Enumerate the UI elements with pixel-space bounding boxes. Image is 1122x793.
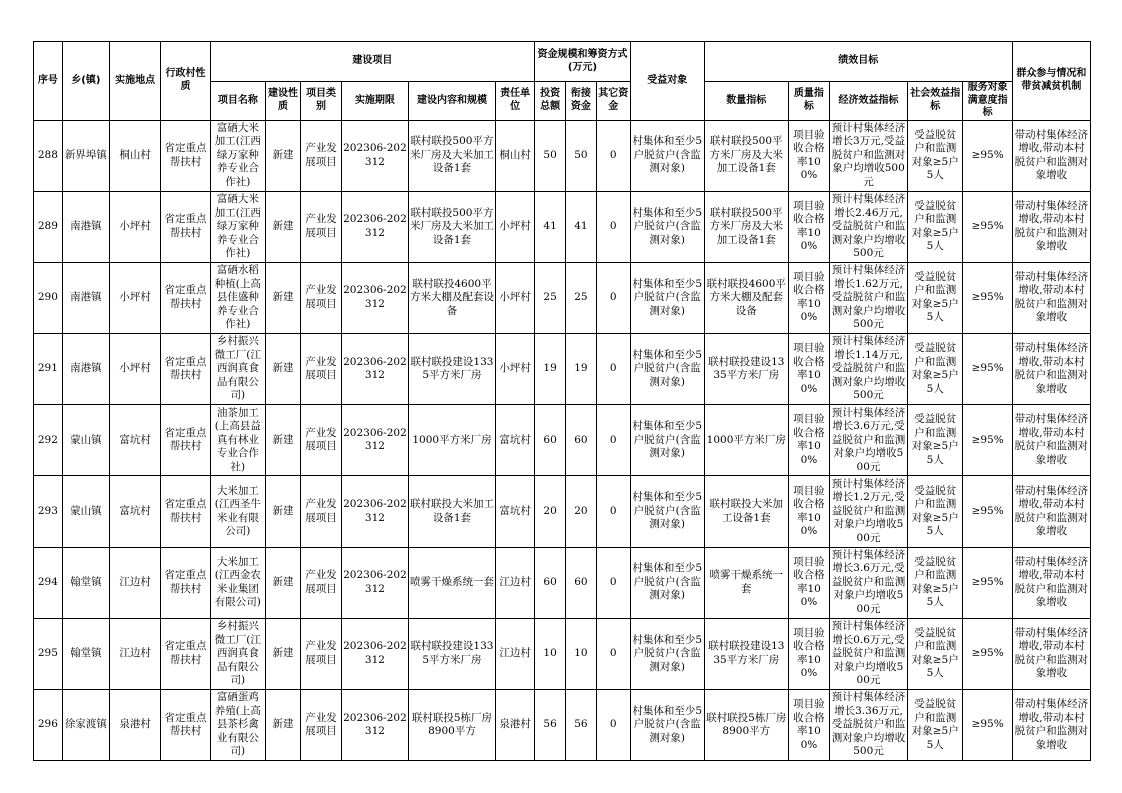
cell-mechanism: 带动村集体经济增收,带动本村脱贫户和监测对象增收 <box>1012 334 1090 405</box>
cell-satisfaction: ≥95% <box>963 618 1012 689</box>
cell-linked-funds: 60 <box>566 547 597 618</box>
cell-seq: 288 <box>34 120 63 191</box>
cell-category: 产业发展项目 <box>300 262 341 333</box>
header-social: 社会效益指标 <box>908 82 963 121</box>
cell-quality: 项目验收合格率100% <box>788 120 829 191</box>
cell-town: 南港镇 <box>62 191 109 262</box>
cell-build-nature: 新建 <box>266 547 301 618</box>
cell-responsible: 桐山村 <box>496 120 535 191</box>
cell-total-invest: 60 <box>535 405 566 476</box>
cell-satisfaction: ≥95% <box>963 120 1012 191</box>
cell-responsible: 小坪村 <box>496 262 535 333</box>
cell-project-name: 富硒大米加工(江西绿万家种养专业合作社) <box>210 191 265 262</box>
cell-other-funds: 0 <box>596 120 630 191</box>
cell-mechanism: 带动村集体经济增收,带动本村脱贫户和监测对象增收 <box>1012 547 1090 618</box>
cell-content: 联村联投5栋厂房8900平方 <box>408 690 495 761</box>
cell-economic: 预计村集体经济增长3.36万元,受益脱贫户和监测对象户均增收500元 <box>829 690 907 761</box>
cell-beneficiary: 村集体和至少5户脱贫户(含监测对象) <box>630 191 704 262</box>
cell-economic: 预计村集体经济增长1.2万元,受益脱贫户和监测对象户均增收500元 <box>829 476 907 547</box>
cell-total-invest: 25 <box>535 262 566 333</box>
cell-content: 联村联投大米加工设备1套 <box>408 476 495 547</box>
cell-other-funds: 0 <box>596 547 630 618</box>
table-row <box>34 476 1091 547</box>
cell-quality: 项目验收合格率100% <box>788 262 829 333</box>
cell-mechanism: 带动村集体经济增收,带动本村脱贫户和监测对象增收 <box>1012 690 1090 761</box>
cell-linked-funds: 10 <box>566 618 597 689</box>
cell-total-invest: 20 <box>535 476 566 547</box>
cell-period: 202306-202312 <box>342 690 409 761</box>
header-period: 实施期限 <box>342 82 409 121</box>
cell-other-funds: 0 <box>596 334 630 405</box>
cell-linked-funds: 60 <box>566 405 597 476</box>
cell-seq: 296 <box>34 690 63 761</box>
cell-responsible: 江边村 <box>496 547 535 618</box>
cell-beneficiary: 村集体和至少5户脱贫户(含监测对象) <box>630 334 704 405</box>
cell-project-name: 大米加工(江西圣牛米业有限公司) <box>210 476 265 547</box>
cell-quantity: 联村联投4600平方米大棚及配套设备 <box>704 262 788 333</box>
cell-quality: 项目验收合格率100% <box>788 191 829 262</box>
cell-content: 联村联投建设1335平方米厂房 <box>408 618 495 689</box>
cell-other-funds: 0 <box>596 476 630 547</box>
table-row <box>34 618 1091 689</box>
cell-responsible: 泉港村 <box>496 690 535 761</box>
cell-responsible: 富坑村 <box>496 476 535 547</box>
cell-social: 受益脱贫户和监测对象≥5户5人 <box>908 405 963 476</box>
cell-build-nature: 新建 <box>266 476 301 547</box>
cell-satisfaction: ≥95% <box>963 262 1012 333</box>
cell-category: 产业发展项目 <box>300 405 341 476</box>
cell-project-name: 乡村振兴微工厂(江西润真食品有限公司) <box>210 334 265 405</box>
cell-economic: 预计村集体经济增长1.14万元,受益脱贫户和监测对象户均增收500元 <box>829 334 907 405</box>
cell-mechanism: 带动村集体经济增收,带动本村脱贫户和监测对象增收 <box>1012 262 1090 333</box>
cell-village-type: 省定重点帮扶村 <box>161 476 210 547</box>
header-satisfaction: 服务对象满意度指标 <box>963 82 1012 121</box>
cell-total-invest: 60 <box>535 547 566 618</box>
header-performance: 绩效目标 <box>704 42 1012 82</box>
cell-build-nature: 新建 <box>266 262 301 333</box>
cell-mechanism: 带动村集体经济增收,带动本村脱贫户和监测对象增收 <box>1012 191 1090 262</box>
cell-content: 联村联投500平方米厂房及大米加工设备1套 <box>408 191 495 262</box>
cell-social: 受益脱贫户和监测对象≥5户5人 <box>908 120 963 191</box>
cell-village-type: 省定重点帮扶村 <box>161 618 210 689</box>
cell-category: 产业发展项目 <box>300 334 341 405</box>
cell-other-funds: 0 <box>596 262 630 333</box>
header-project-name: 项目名称 <box>210 82 265 121</box>
cell-beneficiary: 村集体和至少5户脱贫户(含监测对象) <box>630 547 704 618</box>
cell-seq: 292 <box>34 405 63 476</box>
cell-town: 南港镇 <box>62 262 109 333</box>
cell-content: 联村联投500平方米厂房及大米加工设备1套 <box>408 120 495 191</box>
cell-quality: 项目验收合格率100% <box>788 334 829 405</box>
cell-location: 小坪村 <box>109 334 160 405</box>
header-project-category: 项目类别 <box>300 82 341 121</box>
cell-village-type: 省定重点帮扶村 <box>161 262 210 333</box>
cell-quantity: 联村联投建设1335平方米厂房 <box>704 618 788 689</box>
cell-project-name: 富硒大米加工(江西绿万家种养专业合作社) <box>210 120 265 191</box>
cell-economic: 预计村集体经济增长3万元,受益脱贫户和监测对象户均增收500元 <box>829 120 907 191</box>
header-economic: 经济效益指标 <box>829 82 907 121</box>
cell-period: 202306-202312 <box>342 618 409 689</box>
cell-linked-funds: 20 <box>566 476 597 547</box>
header-total-invest: 投资总额 <box>535 82 566 121</box>
cell-category: 产业发展项目 <box>300 476 341 547</box>
cell-village-type: 省定重点帮扶村 <box>161 405 210 476</box>
cell-linked-funds: 25 <box>566 262 597 333</box>
header-mechanism: 群众参与情况和带贫减贫机制 <box>1012 42 1090 121</box>
cell-total-invest: 41 <box>535 191 566 262</box>
cell-satisfaction: ≥95% <box>963 476 1012 547</box>
cell-mechanism: 带动村集体经济增收,带动本村脱贫户和监测对象增收 <box>1012 405 1090 476</box>
cell-responsible: 江边村 <box>496 618 535 689</box>
cell-quality: 项目验收合格率100% <box>788 476 829 547</box>
header-funding: 资金规模和筹资方式(万元) <box>535 42 631 82</box>
cell-social: 受益脱贫户和监测对象≥5户5人 <box>908 690 963 761</box>
cell-linked-funds: 56 <box>566 690 597 761</box>
cell-satisfaction: ≥95% <box>963 334 1012 405</box>
cell-satisfaction: ≥95% <box>963 191 1012 262</box>
cell-beneficiary: 村集体和至少5户脱贫户(含监测对象) <box>630 476 704 547</box>
cell-location: 小坪村 <box>109 191 160 262</box>
cell-beneficiary: 村集体和至少5户脱贫户(含监测对象) <box>630 690 704 761</box>
cell-beneficiary: 村集体和至少5户脱贫户(含监测对象) <box>630 618 704 689</box>
cell-other-funds: 0 <box>596 690 630 761</box>
cell-village-type: 省定重点帮扶村 <box>161 547 210 618</box>
cell-social: 受益脱贫户和监测对象≥5户5人 <box>908 547 963 618</box>
cell-build-nature: 新建 <box>266 120 301 191</box>
cell-town: 南港镇 <box>62 334 109 405</box>
header-town: 乡(镇) <box>62 42 109 121</box>
cell-period: 202306-202312 <box>342 334 409 405</box>
cell-content: 1000平方米厂房 <box>408 405 495 476</box>
table-body <box>34 120 1091 761</box>
cell-location: 江边村 <box>109 618 160 689</box>
cell-quantity: 联村联投建设1335平方米厂房 <box>704 334 788 405</box>
cell-quantity: 联村联投500平方米厂房及大米加工设备1套 <box>704 120 788 191</box>
cell-total-invest: 56 <box>535 690 566 761</box>
cell-social: 受益脱贫户和监测对象≥5户5人 <box>908 476 963 547</box>
cell-content: 联村联投建设1335平方米厂房 <box>408 334 495 405</box>
cell-town: 新界埠镇 <box>62 120 109 191</box>
cell-social: 受益脱贫户和监测对象≥5户5人 <box>908 262 963 333</box>
cell-seq: 289 <box>34 191 63 262</box>
cell-beneficiary: 村集体和至少5户脱贫户(含监测对象) <box>630 405 704 476</box>
cell-town: 蒙山镇 <box>62 476 109 547</box>
table-row <box>34 191 1091 262</box>
cell-quality: 项目验收合格率100% <box>788 405 829 476</box>
cell-satisfaction: ≥95% <box>963 405 1012 476</box>
header-content: 建设内容和规模 <box>408 82 495 121</box>
cell-quantity: 联村联投500平方米厂房及大米加工设备1套 <box>704 191 788 262</box>
cell-economic: 预计村集体经济增长2.46万元,受益脱贫户和监测对象户均增收500元 <box>829 191 907 262</box>
cell-period: 202306-202312 <box>342 476 409 547</box>
cell-build-nature: 新建 <box>266 690 301 761</box>
cell-village-type: 省定重点帮扶村 <box>161 334 210 405</box>
cell-build-nature: 新建 <box>266 191 301 262</box>
cell-category: 产业发展项目 <box>300 547 341 618</box>
header-other-funds: 其它资金 <box>596 82 630 121</box>
cell-social: 受益脱贫户和监测对象≥5户5人 <box>908 334 963 405</box>
cell-seq: 294 <box>34 547 63 618</box>
cell-beneficiary: 村集体和至少5户脱贫户(含监测对象) <box>630 262 704 333</box>
cell-beneficiary: 村集体和至少5户脱贫户(含监测对象) <box>630 120 704 191</box>
cell-category: 产业发展项目 <box>300 120 341 191</box>
cell-responsible: 小坪村 <box>496 191 535 262</box>
cell-total-invest: 19 <box>535 334 566 405</box>
header-village-type: 行政村性质 <box>161 42 210 121</box>
cell-satisfaction: ≥95% <box>963 690 1012 761</box>
cell-seq: 295 <box>34 618 63 689</box>
cell-category: 产业发展项目 <box>300 618 341 689</box>
cell-content: 联村联投4600平方米大棚及配套设备 <box>408 262 495 333</box>
cell-quality: 项目验收合格率100% <box>788 618 829 689</box>
cell-build-nature: 新建 <box>266 405 301 476</box>
cell-other-funds: 0 <box>596 405 630 476</box>
cell-quantity: 1000平方米厂房 <box>704 405 788 476</box>
cell-location: 富坑村 <box>109 405 160 476</box>
cell-mechanism: 带动村集体经济增收,带动本村脱贫户和监测对象增收 <box>1012 618 1090 689</box>
cell-location: 泉港村 <box>109 690 160 761</box>
table-row <box>34 690 1091 761</box>
header-responsible: 责任单位 <box>496 82 535 121</box>
cell-economic: 预计村集体经济增长3.6万元,受益脱贫户和监测对象户均增收500元 <box>829 547 907 618</box>
cell-village-type: 省定重点帮扶村 <box>161 191 210 262</box>
cell-total-invest: 10 <box>535 618 566 689</box>
cell-mechanism: 带动村集体经济增收,带动本村脱贫户和监测对象增收 <box>1012 120 1090 191</box>
table-row <box>34 120 1091 191</box>
table-row <box>34 334 1091 405</box>
cell-location: 小坪村 <box>109 262 160 333</box>
cell-responsible: 小坪村 <box>496 334 535 405</box>
table-row <box>34 262 1091 333</box>
cell-category: 产业发展项目 <box>300 690 341 761</box>
cell-period: 202306-202312 <box>342 120 409 191</box>
cell-location: 江边村 <box>109 547 160 618</box>
cell-location: 桐山村 <box>109 120 160 191</box>
cell-period: 202306-202312 <box>342 547 409 618</box>
cell-seq: 291 <box>34 334 63 405</box>
cell-linked-funds: 19 <box>566 334 597 405</box>
cell-project-name: 富硒水稻种植(上高县佳盛种养专业合作社) <box>210 262 265 333</box>
cell-project-name: 富硒蛋鸡养殖(上高县茶杉禽业有限公司) <box>210 690 265 761</box>
cell-economic: 预计村集体经济增长1.62万元,受益脱贫户和监测对象户均增收500元 <box>829 262 907 333</box>
cell-quantity: 联村联投5栋厂房8900平方 <box>704 690 788 761</box>
cell-town: 蒙山镇 <box>62 405 109 476</box>
header-beneficiary: 受益对象 <box>630 42 704 121</box>
cell-other-funds: 0 <box>596 191 630 262</box>
header-build-project: 建设项目 <box>210 42 535 82</box>
cell-other-funds: 0 <box>596 618 630 689</box>
cell-category: 产业发展项目 <box>300 191 341 262</box>
cell-linked-funds: 41 <box>566 191 597 262</box>
cell-project-name: 乡村振兴微工厂(江西润真食品有限公司) <box>210 618 265 689</box>
header-linked-funds: 衔接资金 <box>566 82 597 121</box>
header-seq: 序号 <box>34 42 63 121</box>
cell-mechanism: 带动村集体经济增收,带动本村脱贫户和监测对象增收 <box>1012 476 1090 547</box>
cell-period: 202306-202312 <box>342 262 409 333</box>
header-quality: 质量指标 <box>788 82 829 121</box>
cell-quality: 项目验收合格率100% <box>788 690 829 761</box>
cell-town: 翰堂镇 <box>62 618 109 689</box>
cell-economic: 预计村集体经济增长0.6万元,受益脱贫户和监测对象户均增收500元 <box>829 618 907 689</box>
cell-period: 202306-202312 <box>342 191 409 262</box>
cell-project-name: 油茶加工(上高县益真有林业专业合作社) <box>210 405 265 476</box>
cell-town: 徐家渡镇 <box>62 690 109 761</box>
cell-seq: 290 <box>34 262 63 333</box>
project-table <box>33 41 1091 761</box>
cell-village-type: 省定重点帮扶村 <box>161 690 210 761</box>
cell-town: 翰堂镇 <box>62 547 109 618</box>
cell-quantity: 喷雾干燥系统一套 <box>704 547 788 618</box>
cell-village-type: 省定重点帮扶村 <box>161 120 210 191</box>
cell-period: 202306-202312 <box>342 405 409 476</box>
cell-location: 富坑村 <box>109 476 160 547</box>
cell-social: 受益脱贫户和监测对象≥5户5人 <box>908 618 963 689</box>
cell-satisfaction: ≥95% <box>963 547 1012 618</box>
cell-build-nature: 新建 <box>266 334 301 405</box>
cell-project-name: 大米加工(江西金农米业集团有限公司) <box>210 547 265 618</box>
cell-seq: 293 <box>34 476 63 547</box>
header-location: 实施地点 <box>109 42 160 121</box>
cell-content: 喷雾干燥系统一套 <box>408 547 495 618</box>
table-row <box>34 405 1091 476</box>
cell-economic: 预计村集体经济增长3.6万元,受益脱贫户和监测对象户均增收500元 <box>829 405 907 476</box>
cell-quantity: 联村联投大米加工设备1套 <box>704 476 788 547</box>
cell-build-nature: 新建 <box>266 618 301 689</box>
table-row <box>34 547 1091 618</box>
header-quantity: 数量指标 <box>704 82 788 121</box>
cell-responsible: 富坑村 <box>496 405 535 476</box>
cell-total-invest: 50 <box>535 120 566 191</box>
cell-social: 受益脱贫户和监测对象≥5户5人 <box>908 191 963 262</box>
header-build-nature: 建设性质 <box>266 82 301 121</box>
cell-linked-funds: 50 <box>566 120 597 191</box>
cell-quality: 项目验收合格率100% <box>788 547 829 618</box>
